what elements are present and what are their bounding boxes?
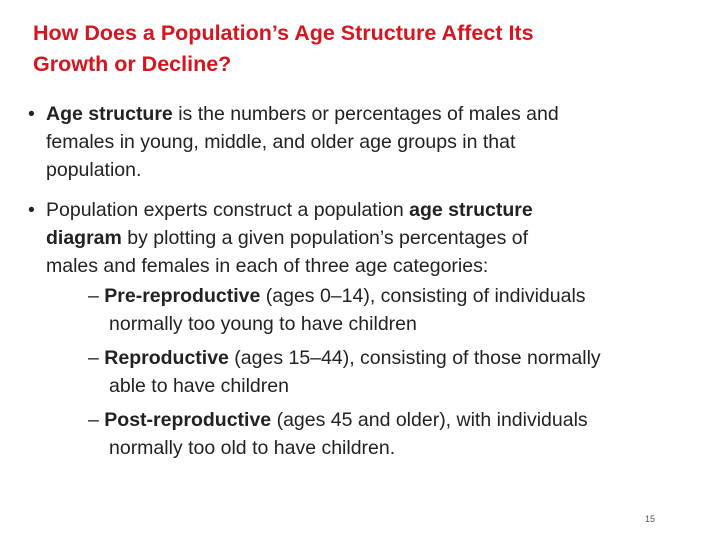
term-diagram: diagram bbox=[46, 227, 122, 249]
subitem-line bbox=[88, 282, 698, 310]
title-line-2: Growth or Decline? bbox=[33, 52, 232, 76]
bullet-line bbox=[46, 100, 698, 128]
slide-title bbox=[33, 18, 703, 80]
bullet-line: population. bbox=[46, 159, 142, 181]
term-pre-reproductive: Pre-reproductive bbox=[104, 285, 261, 307]
dash-marker: – bbox=[88, 409, 99, 431]
subitem-text: (ages 0–14), consisting of individuals bbox=[260, 285, 586, 307]
slide-body bbox=[28, 100, 698, 462]
bullet-line: females in young, middle, and older age groups in that bbox=[46, 131, 516, 153]
bullet-line bbox=[46, 196, 698, 224]
subitem-line bbox=[88, 406, 698, 434]
subitem-text: (ages 45 and older), with individuals bbox=[271, 409, 588, 431]
subitem-text: (ages 15–44), consisting of those normally bbox=[228, 347, 601, 369]
dash-marker: – bbox=[88, 347, 99, 369]
subitem-pre-reproductive bbox=[46, 282, 698, 338]
bullet-age-structure bbox=[28, 100, 698, 184]
bullet-marker: • bbox=[28, 103, 35, 125]
bullet-marker: • bbox=[28, 199, 35, 221]
subitem-line: normally too old to have children. bbox=[109, 437, 396, 459]
subitem-line: normally too young to have children bbox=[109, 313, 417, 335]
subitem-line: able to have children bbox=[109, 375, 289, 397]
bullet-age-structure-diagram bbox=[28, 196, 698, 462]
dash-marker: – bbox=[88, 285, 99, 307]
bullet-text: by plotting a given population’s percentages of bbox=[121, 227, 529, 249]
bullet-line: males and females in each of three age categories: bbox=[46, 255, 489, 277]
subitem-reproductive bbox=[46, 344, 698, 400]
term-age-structure: Age structure bbox=[46, 103, 173, 125]
title-line-1: How Does a Population’s Age Structure Affect Its bbox=[33, 21, 534, 45]
bullet-text: is the numbers or percentages of males and bbox=[172, 103, 559, 125]
term-age-structure: age structure bbox=[409, 199, 533, 221]
bullet-line bbox=[46, 224, 698, 252]
subitem-line bbox=[88, 344, 698, 372]
term-reproductive: Reproductive bbox=[104, 347, 229, 369]
bullet-text: Population experts construct a population bbox=[46, 199, 410, 221]
subitem-post-reproductive bbox=[46, 406, 698, 462]
term-post-reproductive: Post-reproductive bbox=[104, 409, 272, 431]
page-number: 15 bbox=[645, 514, 656, 524]
